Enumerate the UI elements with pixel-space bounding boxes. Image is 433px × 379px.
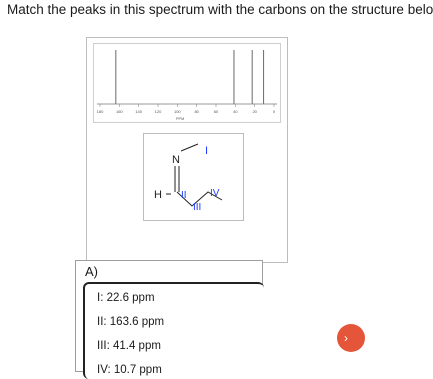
molecule-structure: [143, 133, 244, 221]
n-methyl-bond: [181, 144, 198, 151]
structure-svg: [144, 134, 243, 220]
spectrum-tick-label: 20: [252, 109, 257, 114]
spectrum-tick-label: 140: [135, 109, 143, 114]
spectrum-tick-label: 60: [213, 109, 219, 114]
option-label: A): [85, 264, 98, 279]
label-ii: II: [181, 190, 187, 201]
answer-line-iv: IV: 10.7 ppm: [97, 364, 162, 376]
chevron-right-icon: ›: [344, 331, 348, 345]
spectrum-tick-label: 160: [115, 109, 123, 114]
answer-option-a[interactable]: [75, 260, 263, 376]
question-text: Match the peaks in this spectrum with the carbons on the structure belo: [7, 2, 433, 17]
spectrum-tick-label: 80: [194, 109, 199, 114]
label-i: I: [205, 145, 209, 157]
spectrum-tick-label: 100: [173, 109, 181, 114]
answer-line-i: I: 22.6 ppm: [97, 292, 155, 304]
label-iv: IV: [210, 188, 220, 199]
spectrum-tick-label: 180: [96, 109, 104, 114]
atom-n: N: [172, 154, 180, 166]
label-iii: III: [193, 202, 202, 213]
next-button[interactable]: [337, 324, 365, 352]
spectrum-tick-label: 0: [272, 109, 276, 114]
atom-h: H: [154, 189, 162, 201]
answer-box[interactable]: [83, 282, 264, 379]
question-figure-panel: [86, 37, 288, 263]
answer-line-iii: III: 41.4 ppm: [97, 340, 161, 352]
answer-line-ii: II: 163.6 ppm: [97, 316, 165, 328]
nmr-spectrum: [93, 43, 281, 123]
spectrum-tick-label: 40: [233, 109, 238, 114]
spectrum-axis-label: PPM: [176, 117, 185, 121]
spectrum-svg: [94, 44, 280, 122]
spectrum-tick-label: 120: [154, 109, 162, 114]
